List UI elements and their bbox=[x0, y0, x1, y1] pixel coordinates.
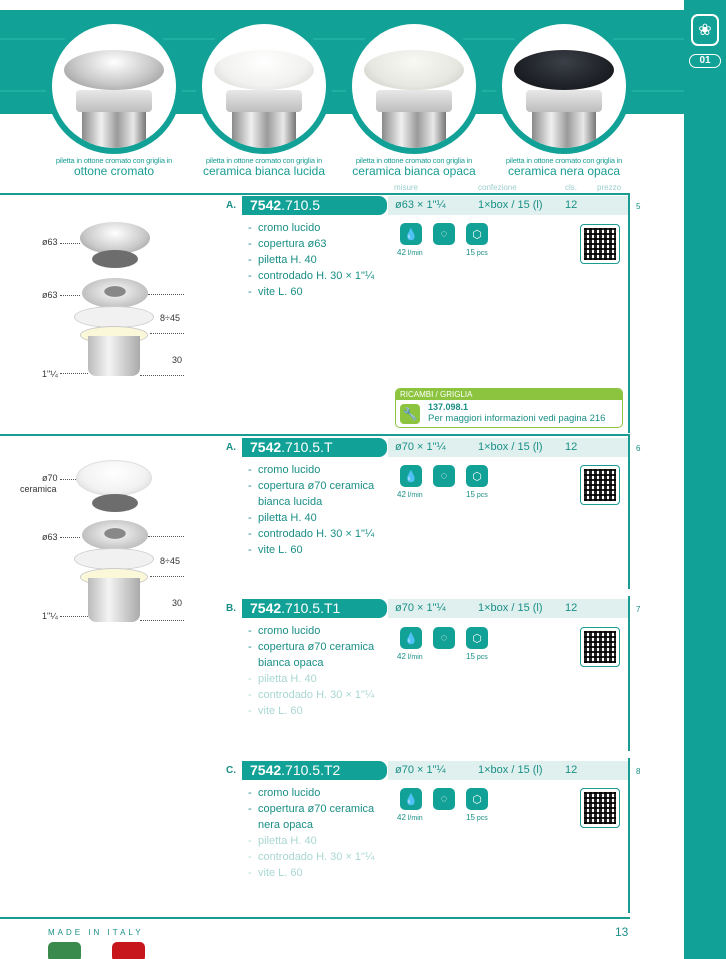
row-number: 8 bbox=[636, 767, 641, 776]
section-letter: A. bbox=[226, 442, 236, 453]
spare-parts-code: 137.098.1 bbox=[428, 402, 469, 412]
product-image-bianca-opaca bbox=[346, 18, 482, 154]
flow-rate: 42 l/min bbox=[397, 813, 423, 822]
product-label: piletta in ottone cromato con griglia in ceramica bianca lucida bbox=[202, 156, 326, 178]
flow-rate: 42 l/min bbox=[397, 652, 423, 661]
section-divider bbox=[0, 434, 630, 436]
water-drop-icon: 💧 bbox=[400, 223, 422, 245]
dimension-label: 8÷45 bbox=[160, 556, 180, 566]
spare-parts-box bbox=[395, 388, 623, 428]
qr-code[interactable] bbox=[580, 788, 620, 828]
wrench-icon: 🔧 bbox=[400, 404, 420, 424]
flag-green bbox=[48, 942, 81, 959]
product-image-ottone-cromato bbox=[46, 18, 182, 154]
column-header-prezzo: prezzo bbox=[597, 183, 622, 192]
section-letter: C. bbox=[226, 765, 236, 776]
spec-cls: 12 bbox=[565, 199, 578, 211]
product-code: 7542.710.5.T2 bbox=[242, 761, 387, 780]
section-border bbox=[628, 193, 630, 433]
qr-code[interactable] bbox=[580, 627, 620, 667]
pieces-count: 15 pcs bbox=[466, 248, 488, 257]
pieces-count: 15 pcs bbox=[466, 490, 488, 499]
spare-parts-note: Per maggiori informazioni vedi pagina 216 bbox=[428, 413, 606, 424]
row-number: 6 bbox=[636, 444, 641, 453]
spare-parts-title: RICAMBI / GRIGLIA bbox=[396, 389, 622, 400]
section-border bbox=[628, 434, 630, 589]
dimension-label: 1"¼ bbox=[42, 611, 58, 621]
dimension-label: ceramica bbox=[20, 484, 57, 494]
made-in-italy: MADE IN ITALY bbox=[48, 928, 144, 937]
spec-size: ø70 × 1"¼ bbox=[395, 441, 446, 453]
column-header-confezione: confezione bbox=[478, 183, 517, 192]
product-code: 7542.710.5.T1 bbox=[242, 599, 387, 618]
pieces-count: 15 pcs bbox=[466, 652, 488, 661]
ring-icon: ◌ bbox=[433, 788, 455, 810]
box-icon: ⬡ bbox=[466, 627, 488, 649]
product-image-bianca-lucida bbox=[196, 18, 332, 154]
spec-pack: 1×box / 15 (l) bbox=[478, 764, 543, 776]
product-label: piletta in ottone cromato con griglia in ottone cromato bbox=[55, 156, 173, 178]
spec-pack: 1×box / 15 (l) bbox=[478, 441, 543, 453]
dimension-label: 30 bbox=[172, 598, 183, 608]
feature-list: - cromo lucido - copertura ø70 ceramica bianca lucida - piletta H. 40 - controdado H. 30 × 1"¼ - vite L. 60 bbox=[248, 462, 374, 558]
product-image-nera-opaca bbox=[496, 18, 632, 154]
section-letter: A. bbox=[226, 200, 236, 211]
section-border bbox=[628, 596, 630, 751]
water-drop-icon: 💧 bbox=[400, 465, 422, 487]
section-letter: B. bbox=[226, 603, 236, 614]
feature-list: - cromo lucido - copertura ø70 ceramica bianca opaca - piletta H. 40 - controdado H. 30 × 1"¼ - vite L. 60 bbox=[248, 623, 374, 719]
section-border bbox=[628, 758, 630, 913]
qr-code[interactable] bbox=[580, 224, 620, 264]
page-tag: 01 bbox=[689, 54, 721, 68]
row-number: 5 bbox=[636, 202, 641, 211]
flag-red bbox=[112, 942, 145, 959]
box-icon: ⬡ bbox=[466, 465, 488, 487]
feature-list: - cromo lucido - copertura ø63 - piletta H. 40 - controdado H. 30 × 1"¼ - vite L. 60 bbox=[248, 220, 374, 300]
spec-pack: 1×box / 15 (l) bbox=[478, 199, 543, 211]
flow-rate: 42 l/min bbox=[397, 248, 423, 257]
product-code: 7542.710.5 bbox=[242, 196, 387, 215]
ring-icon: ◌ bbox=[433, 223, 455, 245]
flow-rate: 42 l/min bbox=[397, 490, 423, 499]
box-icon: ⬡ bbox=[466, 223, 488, 245]
dimension-label: ø63 bbox=[42, 237, 58, 247]
column-header-cls: cls. bbox=[565, 183, 577, 192]
product-code: 7542.710.5.T bbox=[242, 438, 387, 457]
dimension-label: 30 bbox=[172, 355, 183, 365]
rose-logo-icon: ❀ bbox=[691, 14, 719, 46]
column-header-misure: misure bbox=[394, 183, 419, 192]
ring-icon: ◌ bbox=[433, 627, 455, 649]
spec-cls: 12 bbox=[565, 602, 578, 614]
dimension-label: 8÷45 bbox=[160, 313, 180, 323]
spec-cls: 12 bbox=[565, 764, 578, 776]
water-drop-icon: 💧 bbox=[400, 627, 422, 649]
spec-size: ø70 × 1"¼ bbox=[395, 764, 446, 776]
row-number: 7 bbox=[636, 605, 641, 614]
page-number: 13 bbox=[615, 925, 629, 939]
dimension-label: ø70 bbox=[42, 473, 58, 483]
ring-icon: ◌ bbox=[433, 465, 455, 487]
spec-size: ø70 × 1"¼ bbox=[395, 602, 446, 614]
section-divider bbox=[0, 193, 630, 195]
dimension-label: ø63 bbox=[42, 532, 58, 542]
footer-divider bbox=[0, 917, 630, 919]
spec-size: ø63 × 1"¼ bbox=[395, 199, 446, 211]
water-drop-icon: 💧 bbox=[400, 788, 422, 810]
spec-pack: 1×box / 15 (l) bbox=[478, 602, 543, 614]
dimension-label: ø63 bbox=[42, 290, 58, 300]
right-sidebar bbox=[684, 0, 726, 959]
product-label: piletta in ottone cromato con griglia in ceramica bianca opaca bbox=[352, 156, 476, 178]
box-icon: ⬡ bbox=[466, 788, 488, 810]
spec-cls: 12 bbox=[565, 441, 578, 453]
feature-list: - cromo lucido - copertura ø70 ceramica nera opaca - piletta H. 40 - controdado H. 30 × 1"¼ - vite L. 60 bbox=[248, 785, 374, 881]
qr-code[interactable] bbox=[580, 465, 620, 505]
pieces-count: 15 pcs bbox=[466, 813, 488, 822]
dimension-label: 1"¼ bbox=[42, 369, 58, 379]
product-label: piletta in ottone cromato con griglia in ceramica nera opaca bbox=[505, 156, 623, 178]
